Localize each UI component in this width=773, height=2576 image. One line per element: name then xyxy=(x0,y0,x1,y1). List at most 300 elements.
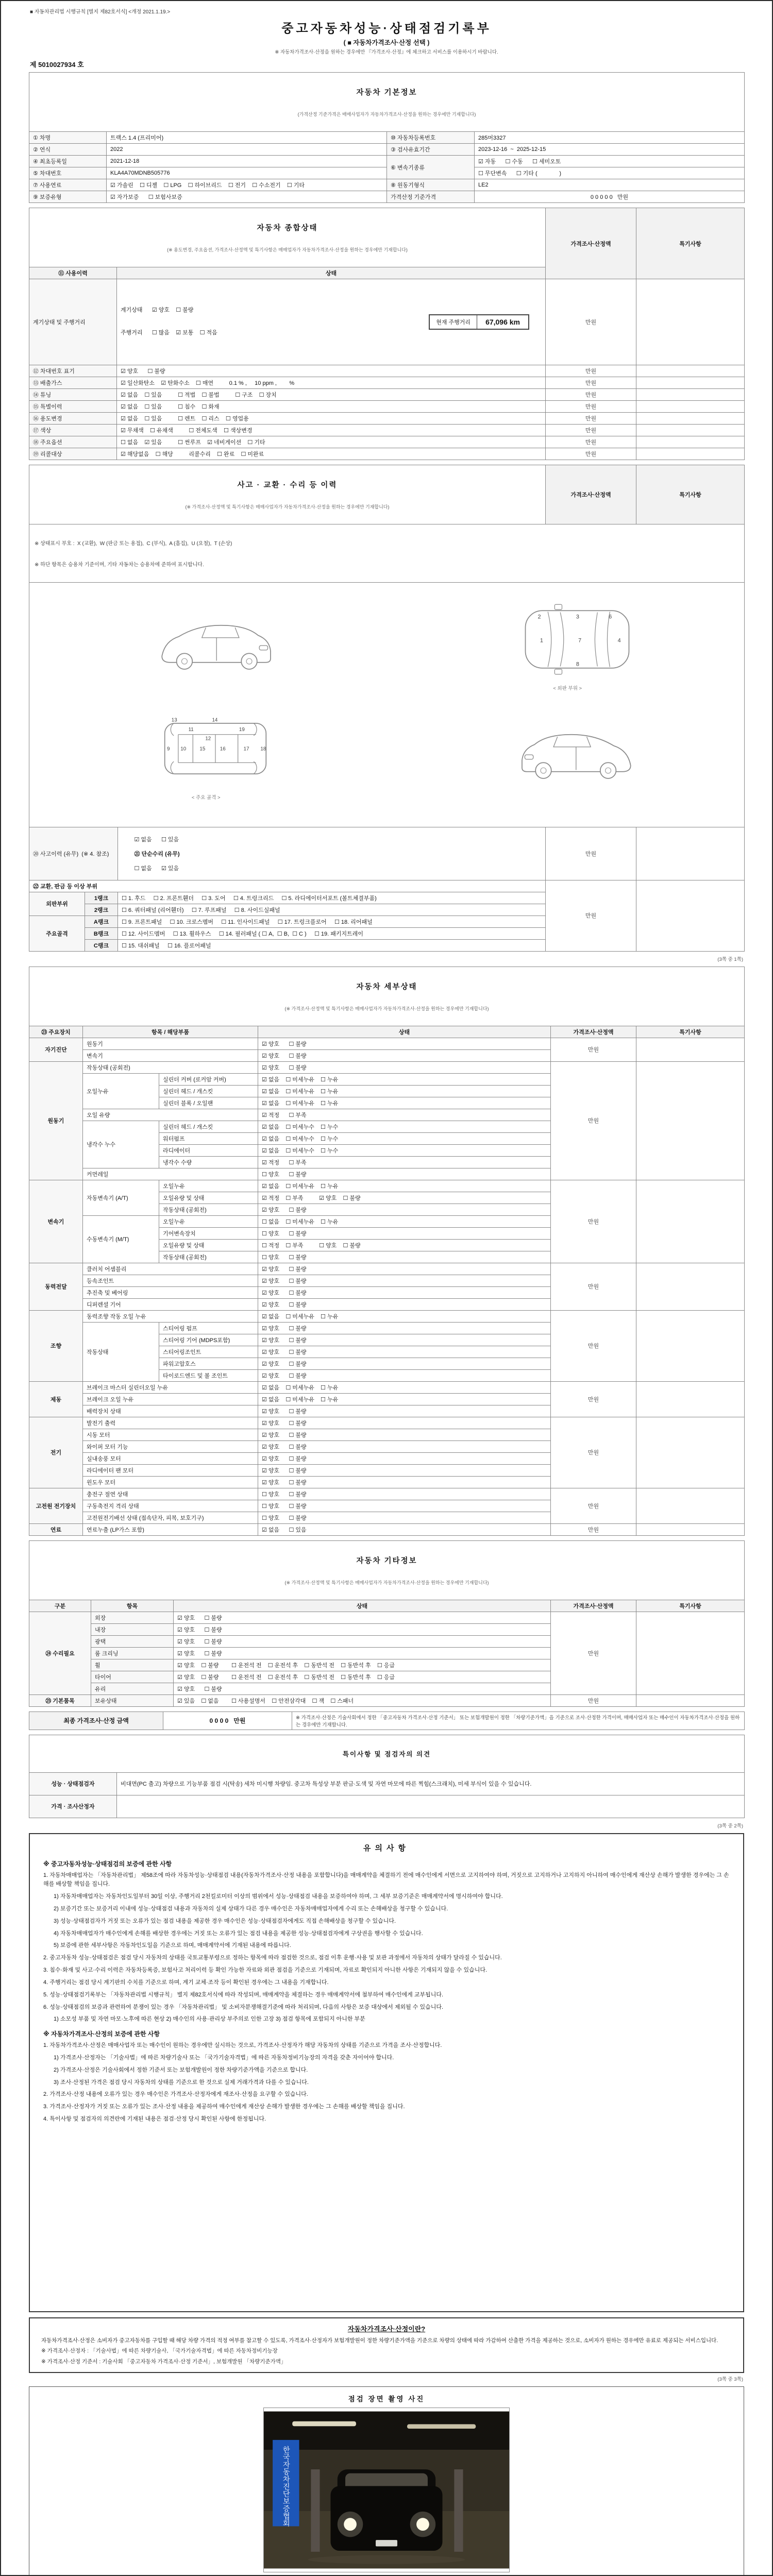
transmission-options: ☑ 자동 ☐ 수동 ☐ 세미오토 xyxy=(475,156,745,167)
state-cell: ☑ 없음 ☐ 미세누수 ☐ 누수 xyxy=(258,1121,551,1132)
part-cell: 작동상태 (공회전) xyxy=(159,1251,258,1263)
state-cell: ☑ 양호 ☐ 불량 xyxy=(258,1049,551,1061)
price-cell: 만원 xyxy=(546,436,636,448)
label-cell: ⑦ 사용연료 xyxy=(29,179,107,191)
page-title: 중고자동차성능·상태점검기록부 xyxy=(281,22,492,36)
current-mileage-value: 67,096 km xyxy=(485,317,520,326)
section-note: (※ 가격조사·산정액 및 특기사항은 매매사업자가 자동차가격조사·산정을 원하는 경우에만 기재합니다) xyxy=(284,1006,489,1011)
state-code-legend: ※ 상태표시 부호 : X (교환), W (판금 또는 용접), C (부식), A (흠집), U (요철), T (손상) xyxy=(35,540,232,547)
state-cell: ☑ 양호 ☐ 불량 xyxy=(117,365,546,377)
label-cell: ⑨ 보증유형 xyxy=(29,191,107,203)
section-header-overall xyxy=(29,208,546,267)
notice-item: 1. 자동차매매업자는 「자동차관리법」 제58조에 따라 자동차성능·상태점검 내용(자동차가격조사·산정 내용을 포함합니다)을 매매계약을 체결하기 전에 매수인에게 서면으로 고지하여야 하며, 거짓으로 고지하거나 고지하지 아니하여 매수인에게 재산상 손해가 발생한 경우에는 그 손해를 배상할 책임을 집니다. xyxy=(43,1872,729,1888)
label-cell: ⑭ 튜닝 xyxy=(29,388,117,400)
notes-cell xyxy=(636,880,745,951)
state-cell: ☐ 양호 ☐ 불량 xyxy=(258,1227,551,1239)
part-cell: 타이로드엔드 및 볼 조인트 xyxy=(159,1369,258,1381)
part-cell: 오일유량 및 상태 xyxy=(159,1239,258,1251)
state-cell: ☑ 양호 ☐ 불량 xyxy=(258,1346,551,1358)
section-title: 자동차 기본정보 xyxy=(356,89,417,97)
item-cell: 작동상태 (공회전) xyxy=(83,1061,258,1073)
item-cell: 실내송풍 모터 xyxy=(83,1452,258,1464)
item-cell: 냉각수 누수 xyxy=(83,1121,159,1168)
panel-number: 4 xyxy=(617,637,621,644)
notes-cell xyxy=(636,827,745,880)
section-header-etc xyxy=(29,1540,745,1600)
frame-number: 15 xyxy=(199,745,206,752)
state-cell: ☑ 양호 ☐ 불량 xyxy=(174,1635,551,1647)
notice-item: 4) 자동차매매업자가 매수인에게 손해를 배상한 경우에는 거짓 또는 오류가 있는 점검 내용을 제공한 성능·상태점검자에게 구상권을 행사할 수 있습니다. xyxy=(54,1930,423,1937)
item-cell: 연료누출 (LP가스 포함) xyxy=(83,1523,258,1535)
item-cell: 유리 xyxy=(91,1683,174,1694)
state-cell: ☑ 양호 ☐ 불량 xyxy=(258,1429,551,1440)
transmission-options: ☐ 무단변속 ☐ 기타 ( ) xyxy=(475,167,745,179)
state-cell: ☐ 없음 ☐ 미세누유 ☐ 누유 xyxy=(258,1215,551,1227)
part-cell: 실린더 커버 (로커암 커버) xyxy=(159,1073,258,1085)
lift-post xyxy=(454,2469,463,2552)
state-cell: ☑ 양호 ☐ 불량 xyxy=(258,1263,551,1275)
label-cell: ⑤ 차대번호 xyxy=(29,167,107,179)
diagram-top-view xyxy=(395,597,741,704)
final-price-amount: 0 0 0 0 만원 xyxy=(163,1711,292,1730)
notice-item: 2. 중고자동차 성능·상태점검은 점검 당시 자동차의 상태를 국토교통부령으로 정하는 항목에 따라 점검한 것으로, 점검 이후 운행·사용 및 보관 과정에서 자동차의 상태가 달라질 수 있습니다. xyxy=(43,1955,502,1961)
price-cell: 만원 xyxy=(546,279,636,365)
notes-cell xyxy=(636,1310,745,1381)
item-cell: 발전기 출력 xyxy=(83,1417,258,1429)
notes-cell xyxy=(636,1038,745,1061)
col-header-group: 구분 xyxy=(29,1600,91,1612)
reg-no-value: 285머3327 xyxy=(475,132,745,144)
accident-history-table xyxy=(29,465,745,952)
label-cell: ⑧ 원동기형식 xyxy=(387,179,475,191)
state-cell: ☑ 적정 ☐ 부족 xyxy=(258,1156,551,1168)
state-cell: ☑ 양호 ☐ 불량 xyxy=(258,1358,551,1369)
col-header-price: 가격조사·산정액 xyxy=(546,208,636,279)
group-cell: 외판부위 xyxy=(29,892,85,916)
state-cell: ☑ 양호 ☐ 불량 xyxy=(258,1369,551,1381)
item-cell: 보유상태 xyxy=(91,1694,174,1706)
col-header-state: 상태 xyxy=(117,267,546,279)
panel-number: 2 xyxy=(537,614,541,620)
panel-number: 1 xyxy=(540,637,543,644)
headlight-shape xyxy=(259,646,267,650)
state-cell: ☑ 양호 ☐ 불량 xyxy=(258,1417,551,1429)
car-name-value: 트랙스 1.4 (프리미어) xyxy=(107,132,387,144)
section-title: 자동차 세부상태 xyxy=(356,982,417,991)
state-cell: ☑ 양호 ☐ 불량 xyxy=(258,1061,551,1073)
col-header-notes: 특기사항 xyxy=(636,1026,745,1038)
diagram-caption: < 주요 골격 > xyxy=(191,794,221,801)
part-cell: 냉각수 수량 xyxy=(159,1156,258,1168)
frame-number: 14 xyxy=(212,717,218,723)
label-cell: 가격산정 기준가격 xyxy=(387,191,475,203)
part-cell: 스티어링 펌프 xyxy=(159,1322,258,1334)
mirror-shape xyxy=(554,604,562,609)
group-cell: 조향 xyxy=(29,1310,83,1381)
frame-number: 11 xyxy=(188,726,194,733)
notes-cell xyxy=(636,436,745,448)
state-cell: ☑ 없음 ☐ 미세누유 ☐ 누유 xyxy=(258,1393,551,1405)
state-cell: ☐ 양호 ☐ 불량 xyxy=(258,1168,551,1180)
opinion-table xyxy=(29,1735,745,1818)
notice-item: 2) 보증기간 또는 보증거리 이내에 성능·상태점검 내용과 자동차의 실제 상태가 다른 경우 매수인은 자동차매매업자에게 수리 또는 손해배상을 청구할 수 있습니다. xyxy=(54,1906,448,1912)
basic-info-table xyxy=(29,72,745,203)
part-cell: 실린더 블록 / 오일팬 xyxy=(159,1097,258,1109)
page-marker: (3쪽 중 2쪽) xyxy=(717,1823,743,1829)
label-cell: ⑮ 특별이력 xyxy=(29,400,117,412)
panel-number: 6 xyxy=(608,614,612,620)
frame-number: 17 xyxy=(243,745,249,752)
frame-number: 12 xyxy=(205,736,211,742)
group-cell: 원동기 xyxy=(29,1061,83,1180)
col-header-device: ㉓ 주요장치 xyxy=(29,1026,83,1038)
item-cell: 브레이크 오일 누유 xyxy=(83,1393,258,1405)
state-cell: ☑ 일산화탄소 ☑ 탄화수소 ☐ 매연 0.1 % , 10 ppm , % xyxy=(117,377,546,388)
part-cell: 오일유량 및 상태 xyxy=(159,1192,258,1204)
section-title: 사고 · 교환 · 수리 등 이력 xyxy=(237,481,338,489)
panel-number: 7 xyxy=(578,637,581,644)
frame-number: 10 xyxy=(180,745,187,752)
inspection-photos-title: 점검 장면 촬영 사진 xyxy=(348,2395,425,2403)
label-cell: ② 연식 xyxy=(29,144,107,156)
photo-front-on-lift xyxy=(264,2408,509,2572)
price-cell: 만원 xyxy=(551,1694,636,1706)
col-header-notes: 특기사항 xyxy=(636,208,745,279)
section-note: (※ 가격조사·산정액 및 특기사항은 매매사업자가 자동차가격조사·산정을 원하는 경우에만 기재합니다) xyxy=(185,504,390,510)
label-cell: 계기상태 및 주행거리 xyxy=(29,279,117,365)
price-cell: 만원 xyxy=(546,424,636,436)
notes-cell xyxy=(636,424,745,436)
price-cell: 만원 xyxy=(546,365,636,377)
section-title: 자동차 기타정보 xyxy=(356,1556,417,1565)
mileage-options xyxy=(121,293,217,351)
etc-info-table xyxy=(29,1540,745,1707)
rank-cell: B랭크 xyxy=(85,927,118,939)
rank-items-cell: ☐ 15. 대쉬패널 ☐ 16. 플로어패널 xyxy=(118,939,546,951)
col-header-state: 상태 xyxy=(258,1026,551,1038)
ceiling-light xyxy=(407,2424,476,2429)
state-cell: ☑ 없음 ☐ 있음 ☐ 렌트 ☐ 리스 ☐ 영업용 xyxy=(117,412,546,424)
rank-items-cell: ☐ 1. 후드 ☐ 2. 프론트휀더 ☐ 3. 도어 ☐ 4. 트렁크리드 ☐ 5. 라디에이터서포트 (볼트체결부품) xyxy=(118,892,546,904)
item-cell: 윈도우 모터 xyxy=(83,1476,258,1488)
group-cell: 동력전달 xyxy=(29,1263,83,1310)
frame-number: 16 xyxy=(220,745,226,752)
state-cell: ☑ 양호 ☐ 불량 xyxy=(258,1405,551,1417)
group-cell: 변속기 xyxy=(29,1180,83,1263)
rank-items-cell: ☐ 9. 프론트패널 ☐ 10. 크로스멤버 ☐ 11. 인사이드패널 ☐ 17. 트렁크플로어 ☐ 18. 리어패널 xyxy=(118,916,546,927)
price-definition-body: 자동차가격조사·산정은 소비자가 중고자동차를 구입할 때 해당 차량 가격의 적정 여부를 참고할 수 있도록, 가격조사·산정자가 보험개발원이 정한 차량기준가액을 기준으로 차량의 상태에 따라 가감하여 산출한 가격을 제공하는 것으로, 소비자가 원하는 경우에만 유료로 제공되는 서비스입니다. xyxy=(41,2337,718,2344)
item-cell: 고전원전기배선 상태 (접속단자, 피복, 보호기구) xyxy=(83,1512,258,1523)
notes-cell xyxy=(636,1694,745,1706)
col-header-state: 상태 xyxy=(174,1600,551,1612)
notes-cell xyxy=(636,1381,745,1417)
state-cell: ☑ 양호 ☐ 불량 xyxy=(258,1275,551,1286)
mileage-state-cell xyxy=(117,279,546,365)
state-cell: ☑ 양호 ☐ 불량 xyxy=(258,1452,551,1464)
distance-state: 주행거리 ☐ 많음 ☑ 보통 ☐ 적음 xyxy=(121,329,217,336)
price-cell: 만원 xyxy=(551,1523,636,1535)
vin-value: KLA4A70MDNB505776 xyxy=(107,167,387,179)
label-cell: ⑰ 색상 xyxy=(29,424,117,436)
notice-section-title: ※ 중고자동차성능·상태점검의 보증에 관한 사항 xyxy=(43,1860,172,1868)
price-cell: 만원 xyxy=(546,400,636,412)
state-cell: ☑ 없음 ☐ 미세누수 ☐ 누수 xyxy=(258,1132,551,1144)
year-value: 2022 xyxy=(107,144,387,156)
item-cell: 등속조인트 xyxy=(83,1275,258,1286)
notice-title: 유의사항 xyxy=(363,1843,410,1853)
state-cell: ☑ 양호 ☐ 불량 xyxy=(258,1322,551,1334)
notes-cell xyxy=(636,1488,745,1523)
state-cell: ☑ 있음 ☐ 없음 ☐ 사용설명서 ☐ 안전삼각대 ☐ 잭 ☐ 스패너 xyxy=(174,1694,551,1706)
col-header-notes: 특기사항 xyxy=(636,1600,745,1612)
notice-section-title: ※ 자동차가격조사·산정의 보증에 관한 사항 xyxy=(43,2030,160,2038)
rank-items-cell: ☐ 6. 쿼터패널 (리어휀더) ☐ 7. 루프패널 ☐ 8. 사이드실패널 xyxy=(118,904,546,916)
state-cell: ☑ 없음 ☐ 있음 xyxy=(258,1523,551,1535)
state-cell: ☐ 양호 ☐ 불량 xyxy=(258,1488,551,1500)
label-cell: ③ 검사유효기간 xyxy=(387,144,475,156)
item-cell: 라디에이터 팬 모터 xyxy=(83,1464,258,1476)
headlight-glow xyxy=(344,2518,357,2531)
label-cell: ⑯ 용도변경 xyxy=(29,412,117,424)
section-header-accident xyxy=(29,465,546,524)
price-cell: 만원 xyxy=(551,1417,636,1488)
price-cell: 만원 xyxy=(551,1061,636,1180)
notes-cell xyxy=(636,365,745,377)
state-cell: ☑ 양호 ☐ 불량 ☐ 운전석 전 ☐ 운전석 후 ☐ 동반석 전 ☐ 동반석 후 ☐ 응급 xyxy=(174,1659,551,1671)
diagram-rear-quarter xyxy=(395,706,741,813)
notes-cell xyxy=(636,1180,745,1263)
price-definition-note: ※ 가격조사·산정 기준서 : 기술사회 「중고자동차 가격조사·산정 기준서」, 보험개발원 「차량기준가액」 xyxy=(41,2358,287,2365)
col-header-use-history: ⑪ 사용이력 xyxy=(29,267,117,279)
notes-cell xyxy=(636,1061,745,1180)
section-note: (※ 용도변경, 주요옵션, 가격조사·산정액 및 특기사항은 매매업자가 자동차가격조사·산정을 원하는 경우에만 기재합니다) xyxy=(167,247,408,252)
group-cell: ㉔ 수리필요 xyxy=(29,1612,91,1694)
section-note: (가격산정 기준가격은 매매사업자가 자동차가격조사·산정을 원하는 경우에만 기재합니다) xyxy=(297,112,476,117)
notice-item: 1) 자동차매매업자는 자동차인도일부터 30일 이상, 주행거리 2천킬로미터 이상의 범위에서 성능·상태점검 내용을 보증하여야 하며, 그 세부 보증기준은 매매계약서에 명시하여야 합니다. xyxy=(54,1893,503,1900)
state-cell: ☑ 없음 ☐ 미세누유 ☐ 누유 xyxy=(258,1180,551,1192)
notes-cell xyxy=(636,1612,745,1694)
label-cell: ⑳ 사고이력 (유무) (※ 4. 참조) xyxy=(29,827,118,880)
notes-cell xyxy=(636,1417,745,1488)
state-cell: ☑ 양호 ☐ 불량 xyxy=(258,1204,551,1215)
rank-cell: 1랭크 xyxy=(85,892,118,904)
price-definition-note: ※ 가격조사·산정자 : 「기술사법」에 따른 차량기술사, 「국가기술자격법」에 따른 자동차정비기능장 xyxy=(41,2348,278,2354)
col-header-price: 가격조사·산정액 xyxy=(551,1026,636,1038)
diagram-front-quarter xyxy=(33,597,379,704)
part-cell: 라디에이터 xyxy=(159,1144,258,1156)
inspection-photos-box xyxy=(29,2386,744,2576)
item-cell: 충전구 절연 상태 xyxy=(83,1488,258,1500)
state-cell: ☑ 없음 ☐ 미세누유 ☐ 누유 xyxy=(258,1310,551,1322)
frame-number: 9 xyxy=(167,745,170,752)
state-cell: ☑ 없음 ☐ 미세누유 ☐ 누유 xyxy=(258,1381,551,1393)
col-header-price: 가격조사·산정액 xyxy=(546,465,636,524)
state-cell: ☑ 없음 ☐ 미세누유 ☐ 누유 xyxy=(258,1085,551,1097)
price-definition-box xyxy=(29,2317,744,2373)
car-front-quarter-view-diagram xyxy=(107,603,324,676)
notice-box xyxy=(29,1833,744,2312)
notice-item: 5. 성능·상태점검기록부는 「자동차관리법 시행규칙」 별지 제82호서식에 따라 작성되며, 매매계약을 체결하는 경우 매매계약서에 첨부하여 매수인에게 교부됩니다. xyxy=(43,1991,444,1998)
state-cell: ☑ 양호 ☐ 불량 xyxy=(258,1334,551,1346)
notice-item: 3. 가격조사·산정자가 거짓 또는 오류가 있는 조사·산정 내용을 제공하여 매수인에게 재산상 손해가 발생한 경우에는 그 손해를 배상할 책임을 집니다. xyxy=(43,2104,405,2110)
section-header-detail xyxy=(29,967,745,1026)
price-cell: 만원 xyxy=(551,1038,636,1061)
price-cell: 만원 xyxy=(551,1310,636,1381)
notice-item: 6. 성능·상태점검의 보증과 관련하여 분쟁이 있는 경우 「자동차관리법」 및 소비자분쟁해결기준에 따라 처리되며, 다음의 사항은 보증 대상에서 제외될 수 있습니다. xyxy=(43,2004,444,2010)
state-cell: ☐ 양호 ☐ 불량 xyxy=(258,1500,551,1512)
notes-cell xyxy=(636,1523,745,1535)
price-cell: 만원 xyxy=(551,1381,636,1417)
item-cell: 룸 크리닝 xyxy=(91,1647,174,1659)
item-cell: 휠 xyxy=(91,1659,174,1671)
notes-cell xyxy=(636,412,745,424)
label-cell: ⑫ 차대번호 표기 xyxy=(29,365,117,377)
state-cell: ☑ 양호 ☐ 불량 ☐ 운전석 전 ☐ 운전석 후 ☐ 동반석 전 ☐ 동반석 후 ☐ 응급 xyxy=(174,1671,551,1683)
item-cell: 커먼레일 xyxy=(83,1168,258,1180)
part-cell: 실린더 헤드 / 개스킷 xyxy=(159,1121,258,1132)
state-cell: ☑ 적정 ☐ 부족 xyxy=(258,1109,551,1121)
item-cell: 수동변속기 (M/T) xyxy=(83,1215,159,1263)
state-cell: ☐ 적정 ☐ 부족 ☐ 양호 ☐ 불량 xyxy=(258,1239,551,1251)
item-cell: 배력장치 상태 xyxy=(83,1405,258,1417)
fuel-options: ☑ 가솔린 ☐ 디젤 ☐ LPG ☐ 하이브리드 ☐ 전기 ☐ 수소전기 ☐ 기타 xyxy=(107,179,387,191)
accident-history-state: ☑ 없음 ☐ 있음 xyxy=(134,836,179,843)
item-cell: 외장 xyxy=(91,1612,174,1623)
state-cell: ☐ 양호 ☐ 불량 xyxy=(258,1251,551,1263)
state-cell: ☑ 없음 ☐ 있음 ☐ 적법 ☐ 불법 ☐ 구조 ☐ 장치 xyxy=(117,388,546,400)
col-header-item: 항목 / 해당부품 xyxy=(83,1026,258,1038)
car-rear-quarter-view-diagram xyxy=(469,712,685,785)
notice-item: 4. 주행거리는 점검 당시 계기판의 수치를 기준으로 하며, 계기 교체·조작 등이 확인된 경우에는 그 내용을 기재합니다. xyxy=(43,1979,329,1986)
diagram-underbody xyxy=(33,706,379,813)
price-cell: 만원 xyxy=(546,377,636,388)
inspector-comment: 비대면(PC 출고) 차량으로 기능부품 점검 시(탁송) 세차 미시행 차량임. 중고차 특성상 부분 판금·도색 및 자연 마모에 따른 찍힘(스크래치), 미세 부식이 있을 수 있습니다. xyxy=(117,1772,745,1795)
state-cell: ☑ 없음 ☐ 미세누유 ☐ 누유 xyxy=(258,1073,551,1085)
notice-item: 3. 침수·화재 및 사고·수리 이력은 자동차등록증, 보험사고 처리이력 등 확인 가능한 자료와 외관 점검을 기준으로 기재되며, 자료로 확인되지 아니한 사항은 기재되지 않을 수 있습니다. xyxy=(43,1967,488,1974)
item-cell: 브레이크 마스터 실린더오일 누유 xyxy=(83,1381,258,1393)
notice-item: 3) 조사·산정된 가격은 점검 당시 자동차의 상태를 기준으로 한 것으로 실제 거래가격과 다를 수 있습니다. xyxy=(54,2079,309,2086)
col-header-notes: 특기사항 xyxy=(636,465,745,524)
state-cell: ☑ 양호 ☐ 불량 xyxy=(258,1440,551,1452)
warranty-options: ☑ 자가보증 ☐ 보험사보증 xyxy=(107,191,387,203)
state-cell: ☑ 무채색 ☐ 유채색 ☐ 전체도색 ☐ 색상변경 xyxy=(117,424,546,436)
state-cell: ☑ 양호 ☐ 불량 xyxy=(258,1464,551,1476)
part-cell: 파워고압호스 xyxy=(159,1358,258,1369)
state-cell: ☑ 없음 ☐ 미세누수 ☐ 누수 xyxy=(258,1144,551,1156)
diagram-caption: < 외판 부위 > xyxy=(553,685,582,691)
final-price-table xyxy=(29,1711,745,1730)
final-price-label: 최종 가격조사·산정 금액 xyxy=(29,1711,163,1730)
price-cell: 만원 xyxy=(551,1488,636,1523)
price-cell: 만원 xyxy=(551,1612,636,1694)
state-cell: ☑ 양호 ☐ 불량 xyxy=(258,1038,551,1049)
car-diagrams-cell xyxy=(29,582,745,827)
label-cell: ① 차명 xyxy=(29,132,107,144)
notes-cell xyxy=(636,279,745,365)
label-cell: ⑱ 주요옵션 xyxy=(29,436,117,448)
legend-cell xyxy=(29,524,745,582)
appraiser-label: 가격 · 조사산정자 xyxy=(29,1795,117,1818)
first-reg-value: 2021-12-18 xyxy=(107,156,387,167)
section-note: (※ 가격조사·산정액 및 특기사항은 매매사업자가 자동차가격조사·산정을 원하는 경우에만 기재합니다) xyxy=(284,1580,489,1585)
state-cell: ☑ 양호 ☐ 불량 xyxy=(174,1623,551,1635)
car-top-view-diagram xyxy=(469,603,685,676)
notice-item: 2. 가격조사·산정 내용에 오류가 있는 경우 매수인은 가격조사·산정자에게 재조사·산정을 요구할 수 있습니다. xyxy=(43,2091,308,2098)
license-plate xyxy=(376,2540,397,2546)
simple-repair-label: ㉑ 단순수리 (유무) xyxy=(134,851,180,857)
item-cell: 원동기 xyxy=(83,1038,258,1049)
part-cell: 오일누유 xyxy=(159,1180,258,1192)
price-cell: 만원 xyxy=(546,388,636,400)
ceiling-light xyxy=(292,2421,356,2427)
mirror-shape xyxy=(554,669,562,674)
group-cell: 연료 xyxy=(29,1523,83,1535)
item-cell: 오일누유 xyxy=(83,1073,159,1109)
label-cell: ⑥ 변속기종류 xyxy=(387,156,475,179)
document-number: 제 5010027934 호 xyxy=(30,61,84,69)
final-price-note: ※ 가격조사·산정은 기술사회에서 정한 「중고자동차 가격조사·산정 기준서」 또는 보험개발원이 정한 「차량기준가액」을 기준으로 조사·산정한 가격이며, 매매사업자 또는 매수인이 자동차가격조사·산정을 원하는 경우에만 기재합니다. xyxy=(292,1711,745,1730)
inspector-label: 성능 · 상태점검자 xyxy=(29,1772,117,1795)
exchange-section-label: ㉒ 교환, 판금 등 이상 부위 xyxy=(29,880,546,892)
lift-post xyxy=(311,2469,320,2552)
base-price-value: 0 0 0 0 0 만원 xyxy=(475,191,745,203)
rank-items-cell: ☐ 12. 사이드멤버 ☐ 13. 휠하우스 ☐ 14. 필러패널 ( ☐ A, ☐ B, ☐ C ) ☐ 19. 패키지트레이 xyxy=(118,927,546,939)
frame-number: 13 xyxy=(171,717,177,723)
label-cell: ⑬ 배출가스 xyxy=(29,377,117,388)
panel-number: 8 xyxy=(576,660,579,667)
notice-item: 2) 가격조사·산정은 기술사회에서 정한 기준서 또는 보험개발원이 정한 차량기준가액을 기준으로 합니다. xyxy=(54,2066,308,2073)
state-cell: ☑ 적정 ☐ 부족 ☑ 양호 ☐ 불량 xyxy=(258,1192,551,1204)
part-cell: 스티어링 기어 (MDPS포함) xyxy=(159,1334,258,1346)
rank-cell: A랭크 xyxy=(85,916,118,927)
taillight-shape xyxy=(525,755,533,759)
label-cell: ⑲ 리콜대상 xyxy=(29,448,117,460)
group-cell: 고전원 전기장치 xyxy=(29,1488,83,1523)
state-cell: ☑ 양호 ☐ 불량 xyxy=(258,1476,551,1488)
col-header-price: 가격조사·산정액 xyxy=(551,1600,636,1612)
price-cell: 만원 xyxy=(551,1180,636,1263)
notice-item: 1) 소모성 부품 및 자연 마모·노후에 따른 현상 2) 매수인의 사용·관리상 부주의로 인한 고장 3) 점검 항목에 포함되지 아니한 부분 xyxy=(54,2016,365,2023)
page-title-note: ※ 자동차가격조사·산정을 원하는 경우에만 『가격조사·산정』에 체크하고 서비스를 이용하시기 바랍니다. xyxy=(275,49,498,55)
state-cell xyxy=(118,827,546,880)
panel-number: 3 xyxy=(576,614,579,620)
notes-cell xyxy=(636,377,745,388)
item-cell: 타이어 xyxy=(91,1671,174,1683)
engine-type-value: LE2 xyxy=(475,179,745,191)
notes-cell xyxy=(636,448,745,460)
simple-repair-state: ☐ 없음 ☑ 있음 xyxy=(134,865,179,872)
frame-number: 19 xyxy=(239,726,245,733)
price-definition-title: 자동차가격조사·산정이란? xyxy=(347,2325,426,2333)
notes-cell xyxy=(636,400,745,412)
appraiser-comment xyxy=(117,1795,745,1818)
item-cell: 광택 xyxy=(91,1635,174,1647)
frame-number: 18 xyxy=(260,745,266,752)
overall-condition-table xyxy=(29,208,745,460)
item-cell: 와이퍼 모터 기능 xyxy=(83,1440,258,1452)
notes-cell xyxy=(636,1263,745,1310)
item-cell: 동력조향 작동 오일 누유 xyxy=(83,1310,258,1322)
item-cell: 추진축 및 베어링 xyxy=(83,1286,258,1298)
notes-cell xyxy=(636,388,745,400)
inspection-photo-front xyxy=(263,2408,510,2572)
section-header-opinion xyxy=(29,1735,745,1772)
notice-item: 3) 성능·상태점검자가 거짓 또는 오류가 있는 점검 내용을 제공한 경우 매수인은 성능·상태점검자에게도 직접 손해배상을 청구할 수 있습니다. xyxy=(54,1918,396,1924)
item-cell: 시동 모터 xyxy=(83,1429,258,1440)
diagram-note: ※ 하단 항목은 승용차 기준이며, 기타 자동차는 승용차에 준하여 표시합니다. xyxy=(35,562,204,568)
state-cell: ☑ 양호 ☐ 불량 xyxy=(258,1286,551,1298)
association-banner-text: 한국자동차진단보증협회 xyxy=(281,2446,290,2527)
